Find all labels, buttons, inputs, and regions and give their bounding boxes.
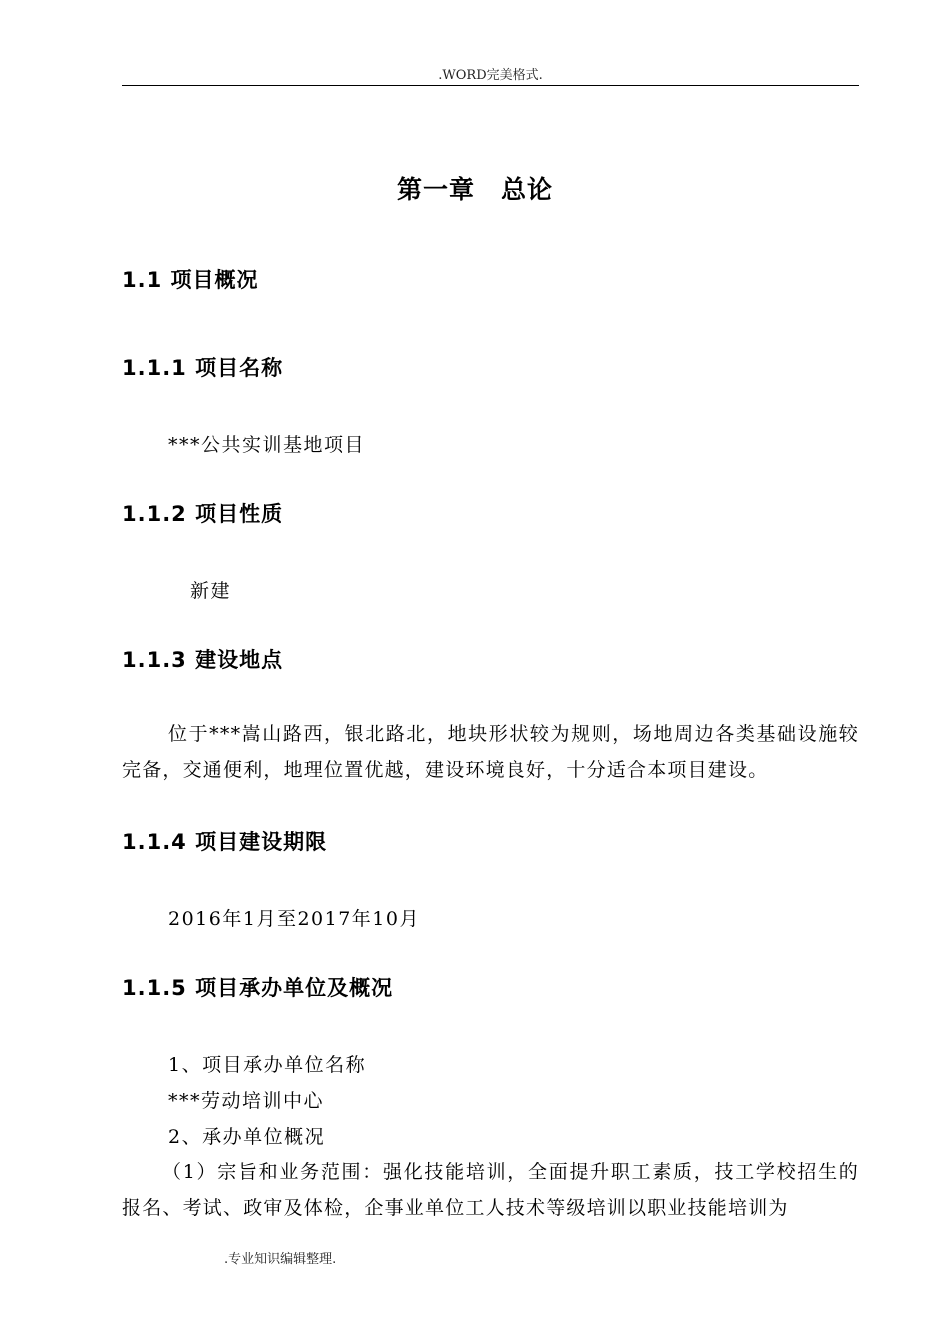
heading-1-1-1: 1.1.1 项目名称: [122, 356, 284, 380]
heading-1-1-3: 1.1.3 建设地点: [122, 648, 284, 672]
header-rule: [122, 85, 859, 86]
heading-1-1-5: 1.1.5 项目承办单位及概况: [122, 976, 394, 1000]
list-item-1: 1、项目承办单位名称: [168, 1054, 367, 1076]
page-footer: .专业知识编辑整理.: [224, 1252, 337, 1267]
list-item-2: 2、承办单位概况: [168, 1126, 326, 1148]
heading-1-1-2: 1.1.2 项目性质: [122, 502, 284, 526]
chapter-title: 第一章 总论: [396, 175, 553, 204]
page-header: .WORD完美格式.: [438, 68, 543, 83]
project-name-text: ***公共实训基地项目: [168, 434, 366, 456]
undertaking-unit-name: ***劳动培训中心: [168, 1090, 325, 1112]
heading-1-1-4: 1.1.4 项目建设期限: [122, 830, 328, 854]
unit-overview-paragraph: （1）宗旨和业务范围：强化技能培训，全面提升职工素质，技工学校招生的报名、考试、政审及体检，企事业单位工人技术等级培训以职业技能培训为: [122, 1161, 859, 1219]
heading-1-1: 1.1 项目概况: [122, 268, 259, 292]
construction-period-text: 2016年1月至2017年10月: [168, 908, 420, 930]
project-nature-text: 新建: [190, 580, 232, 602]
location-paragraph: 位于***嵩山路西，银北路北，地块形状较为规则，场地周边各类基础设施较完备，交通便利，地理位置优越，建设环境良好，十分适合本项目建设。: [122, 723, 859, 781]
